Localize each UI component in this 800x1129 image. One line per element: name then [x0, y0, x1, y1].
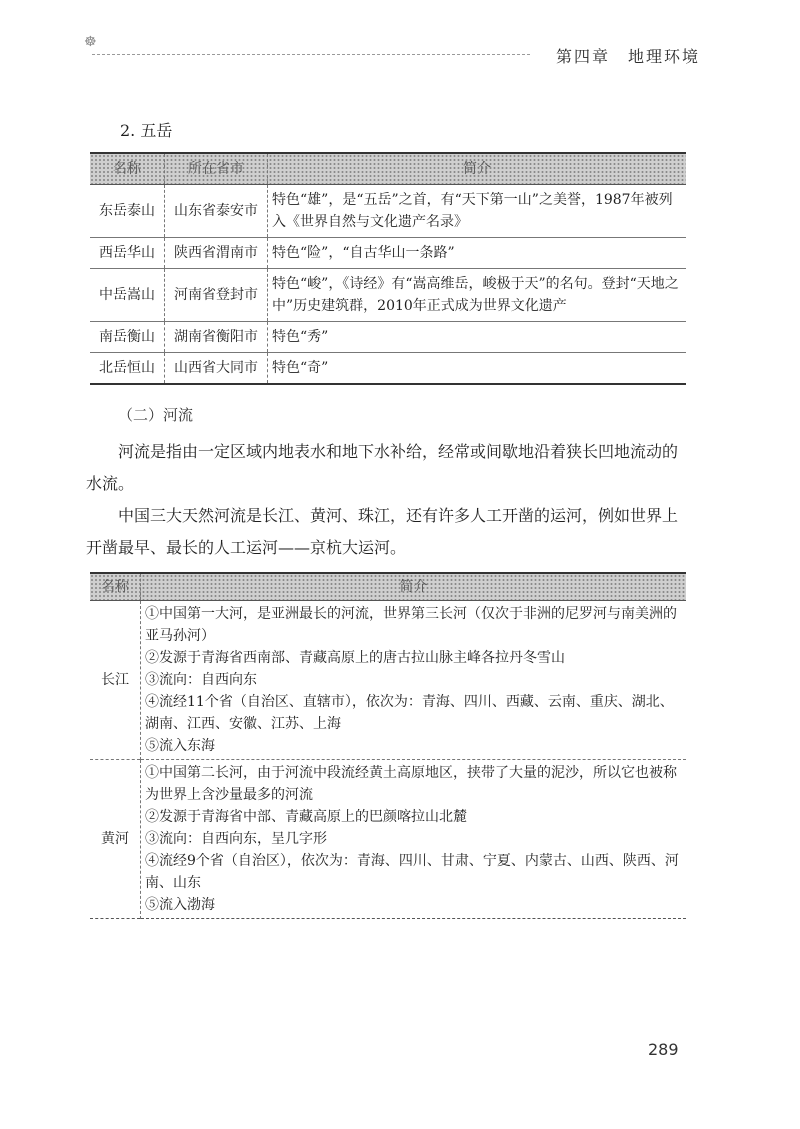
mountain-desc: 特色“奇” — [268, 353, 687, 385]
rivers-subtitle: （二）河流 — [118, 406, 194, 424]
mountains-table — [90, 152, 686, 385]
river-name: 黄河 — [90, 760, 141, 919]
mountain-name: 南岳衡山 — [90, 322, 165, 353]
mountain-location: 河南省登封市 — [165, 269, 268, 322]
mountain-name: 东岳泰山 — [90, 185, 165, 238]
chapter-title: 第四章 地理环境 — [555, 47, 700, 66]
col-header-location: 所在省市 — [165, 153, 268, 185]
river-desc — [141, 760, 687, 919]
river-name: 长江 — [90, 601, 141, 760]
table-row — [90, 601, 686, 760]
rivers-paragraph-definition: 河流是指由一定区域内地表水和地下水补给，经常或间歇地沿着狭长凹地流动的水流。 — [86, 442, 679, 493]
rivers-table — [90, 572, 686, 919]
header-ornament-icon: ☸ — [84, 34, 97, 50]
table-row — [90, 238, 686, 269]
mountain-location: 湖南省衡阳市 — [165, 322, 268, 353]
col-header-desc: 简介 — [141, 573, 687, 601]
mountain-location: 山东省泰安市 — [165, 185, 268, 238]
river-desc-item: ③流向：自西向东，呈几字形 — [145, 831, 327, 847]
rivers-paragraph-major: 中国三大天然河流是长江、黄河、珠江，还有许多人工开凿的运河，例如世界上开凿最早、最长的人工运河——京杭大运河。 — [86, 506, 679, 557]
river-desc-item: ④流经9个省（自治区），依次为：青海、四川、甘肃、宁夏、内蒙古、山西、陕西、河南、山东 — [145, 853, 679, 891]
mountain-desc: 特色“雄”，是“五岳”之首，有“天下第一山”之美誉，1987年被列入《世界自然与文化遗产名录》 — [268, 185, 687, 238]
table-row — [90, 322, 686, 353]
river-desc-item: ②发源于青海省中部、青藏高原上的巴颜喀拉山北麓 — [145, 809, 467, 825]
river-desc-item: ③流向：自西向东 — [145, 672, 257, 688]
col-header-name: 名称 — [90, 153, 165, 185]
running-header — [84, 34, 700, 66]
river-desc-item: ②发源于青海省西南部、青藏高原上的唐古拉山脉主峰各拉丹冬雪山 — [145, 650, 565, 666]
mountain-desc: 特色“峻”，《诗经》有“嵩高维岳，峻极于天”的名句。登封“天地之中”历史建筑群，2010年正式成为世界文化遗产 — [268, 269, 687, 322]
mountain-desc: 特色“险”，“自古华山一条路” — [268, 238, 687, 269]
page-number: 289 — [648, 1040, 679, 1059]
river-desc-item: ④流经11个省（自治区、直辖市），依次为：青海、四川、西藏、云南、重庆、湖北、湖南、江西、安徽、江苏、上海 — [145, 694, 674, 732]
mountain-name: 中岳嵩山 — [90, 269, 165, 322]
table-row — [90, 760, 686, 919]
river-desc — [141, 601, 687, 760]
river-desc-item: ①中国第一大河，是亚洲最长的河流，世界第三长河（仅次于非洲的尼罗河与南美洲的亚马孙河） — [145, 606, 677, 644]
table-row — [90, 269, 686, 322]
col-header-desc: 简介 — [268, 153, 687, 185]
river-desc-item: ⑤流入渤海 — [145, 897, 215, 913]
table-header-row — [90, 573, 686, 601]
river-desc-item: ①中国第二长河，由于河流中段流经黄土高原地区，挟带了大量的泥沙，所以它也被称为世界上含沙量最多的河流 — [145, 765, 677, 803]
mountain-desc: 特色“秀” — [268, 322, 687, 353]
river-desc-item: ⑤流入东海 — [145, 738, 215, 754]
mountain-name: 西岳华山 — [90, 238, 165, 269]
table-header-row — [90, 153, 686, 185]
section-title: 2. 五岳 — [120, 121, 173, 140]
mountain-location: 陕西省渭南市 — [165, 238, 268, 269]
table-row — [90, 353, 686, 385]
mountain-location: 山西省大同市 — [165, 353, 268, 385]
table-row — [90, 185, 686, 238]
mountain-name: 北岳恒山 — [90, 353, 165, 385]
col-header-name: 名称 — [90, 573, 141, 601]
header-rule — [92, 54, 530, 55]
